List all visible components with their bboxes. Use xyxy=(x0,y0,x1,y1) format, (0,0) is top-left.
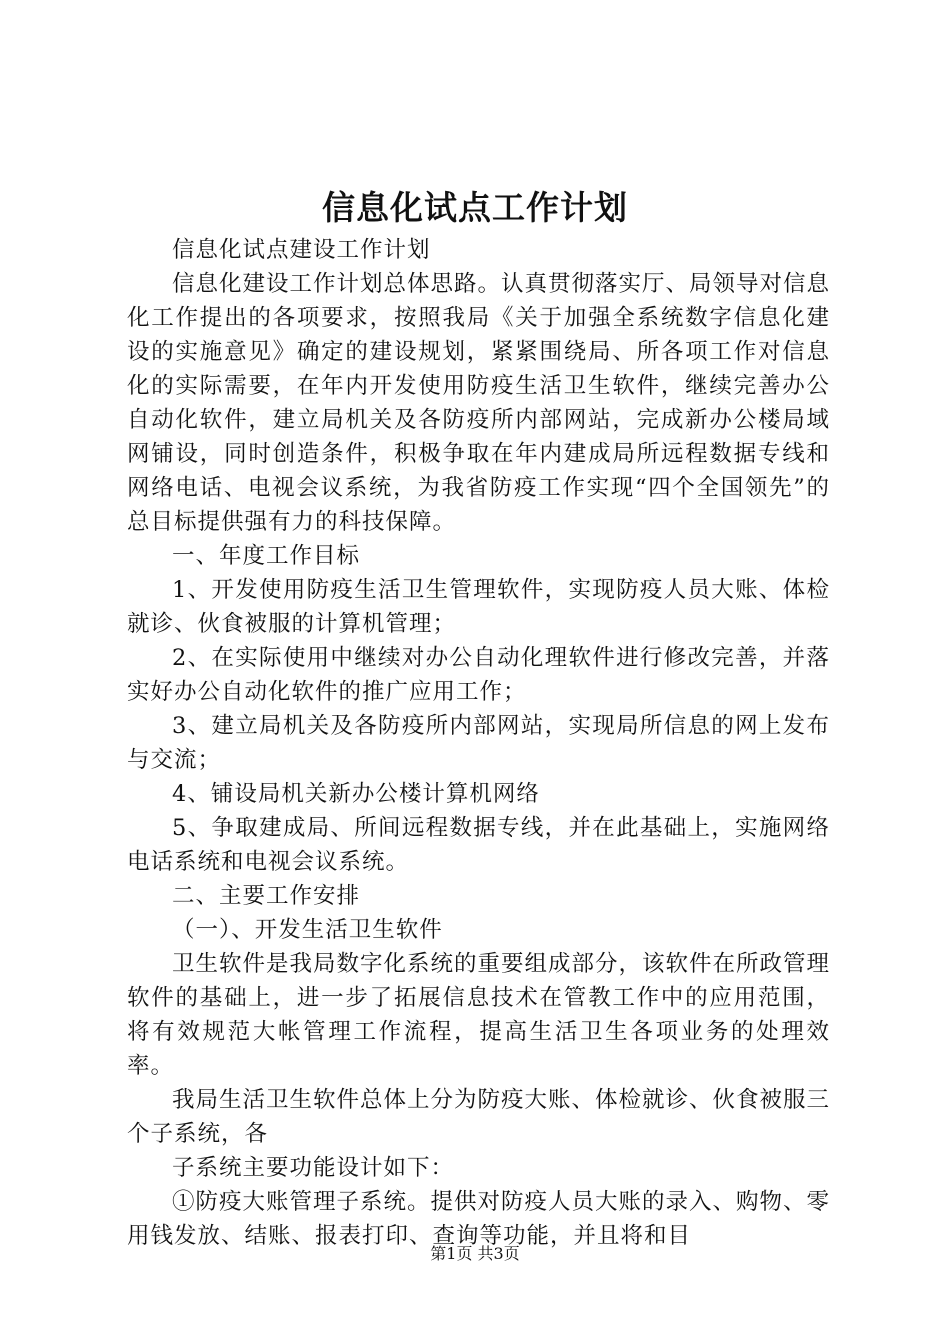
document-body xyxy=(127,233,830,1253)
paragraph-overview: 信息化建设工作计划总体思路。认真贯彻落实厅、局领导对信息化工作提出的各项要求，按照我局《关于加强全系统数字信息化建设的实施意见》确定的建设规划，紧紧围绕局、所各项工作对信息化的实际需要，在年内开发使用防疫生活卫生软件，继续完善办公自动化软件，建立局机关及各防疫所内部网站，完成新办公楼局域网铺设，同时创造条件，积极争取在年内建成局所远程数据专线和网络电话、电视会议系统，为我省防疫工作实现“四个全国领先”的总目标提供强有力的科技保障。 xyxy=(127,271,831,535)
goal-item-4: 4、铺设局机关新办公楼计算机网络 xyxy=(172,781,540,807)
paragraph-software-intro: 卫生软件是我局数字化系统的重要组成部分，该软件在所政管理软件的基础上，进一步了拓展信息技术在管教工作中的应用范围，将有效规范大帐管理工作流程，提高生活卫生各项业务的处理效率。 xyxy=(127,951,831,1079)
heading-annual-goals: 一、年度工作目标 xyxy=(172,543,361,569)
paragraph-functions-intro: 子系统主要功能设计如下： xyxy=(172,1155,455,1181)
heading-main-arrangements: 二、主要工作安排 xyxy=(172,883,361,909)
document-title: 信息化试点工作计划 xyxy=(322,188,628,227)
paragraph-subsystems: 我局生活卫生软件总体上分为防疫大账、体检就诊、伙食被服三个子系统，各 xyxy=(127,1087,831,1147)
goal-item-3: 3、建立局机关及各防疫所内部网站，实现局所信息的网上发布与交流； xyxy=(127,713,830,773)
paragraph-subtitle: 信息化试点建设工作计划 xyxy=(172,237,431,263)
goal-item-5: 5、争取建成局、所间远程数据专线，并在此基础上，实施网络电话系统和电视会议系统。 xyxy=(127,815,830,875)
paragraph-subsystem-1: ①防疫大账管理子系统。提供对防疫人员大账的录入、购物、零用钱发放、结账、报表打印、查询等功能，并且将和目 xyxy=(127,1189,831,1249)
goal-item-1: 1、开发使用防疫生活卫生管理软件，实现防疫人员大账、体检就诊、伙食被服的计算机管理； xyxy=(127,577,830,637)
subheading-software: （一）、开发生活卫生软件 xyxy=(172,917,443,943)
page-footer: 第1页 共3页 xyxy=(430,1244,520,1263)
goal-item-2: 2、在实际使用中继续对办公自动化理软件进行修改完善，并落实好办公自动化软件的推广应用工作； xyxy=(127,645,830,705)
